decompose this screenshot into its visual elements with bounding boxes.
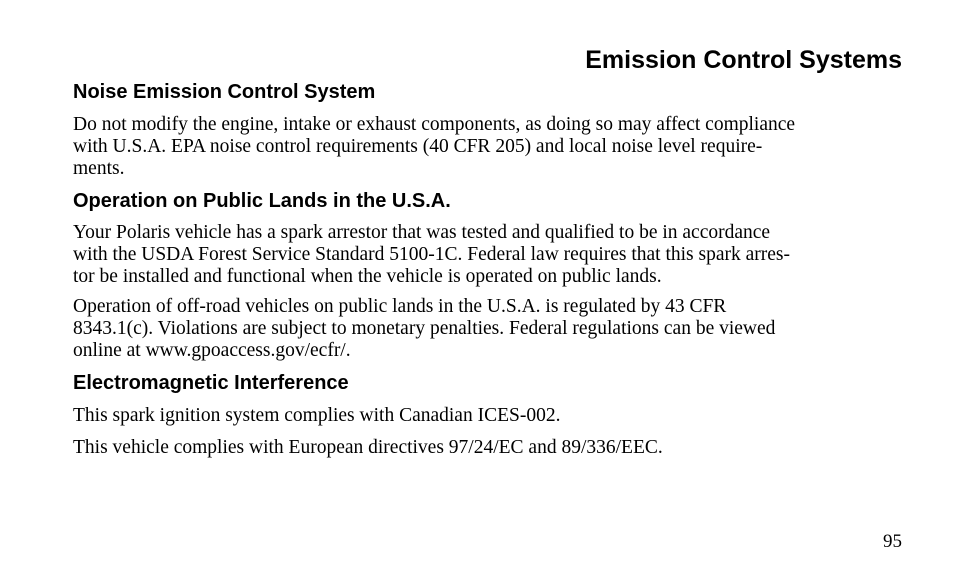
section-heading-noise-emission: Noise Emission Control System bbox=[73, 81, 376, 103]
text-line: Do not modify the engine, intake or exhaust components, as doing so may affect compliance bbox=[73, 114, 796, 135]
paragraph-spark-arrestor bbox=[73, 222, 903, 288]
text-line: tor be installed and functional when the vehicle is operated on public lands. bbox=[73, 266, 662, 287]
text-line: Operation of off-road vehicles on public lands in the U.S.A. is regulated by 43 CFR bbox=[73, 296, 727, 317]
text-line: with U.S.A. EPA noise control requirements (40 CFR 205) and local noise level require- bbox=[73, 136, 763, 157]
text-line: This vehicle complies with European directives 97/24/EC and 89/336/EEC. bbox=[73, 437, 663, 458]
text-line: with the USDA Forest Service Standard 5100-1C. Federal law requires that this spark arres- bbox=[73, 244, 791, 265]
text-line: Your Polaris vehicle has a spark arrestor that was tested and qualified to be in accordance bbox=[73, 222, 771, 243]
paragraph-canadian-ices bbox=[73, 405, 903, 427]
page-title: Emission Control Systems bbox=[585, 46, 902, 74]
text-line: ments. bbox=[73, 158, 125, 179]
text-line: online at www.gpoaccess.gov/ecfr/. bbox=[73, 340, 351, 361]
page-content bbox=[73, 79, 903, 459]
page-number: 95 bbox=[883, 531, 902, 552]
paragraph-off-road-regulation bbox=[73, 296, 903, 362]
text-line: This spark ignition system complies with Canadian ICES-002. bbox=[73, 405, 561, 426]
section-heading-public-lands: Operation on Public Lands in the U.S.A. bbox=[73, 190, 451, 212]
section-heading-electromagnetic: Electromagnetic Interference bbox=[73, 372, 349, 394]
text-line: 8343.1(c). Violations are subject to monetary penalties. Federal regulations can be viewed bbox=[73, 318, 776, 339]
paragraph-noise-emission bbox=[73, 114, 903, 180]
paragraph-european-directives bbox=[73, 437, 903, 459]
